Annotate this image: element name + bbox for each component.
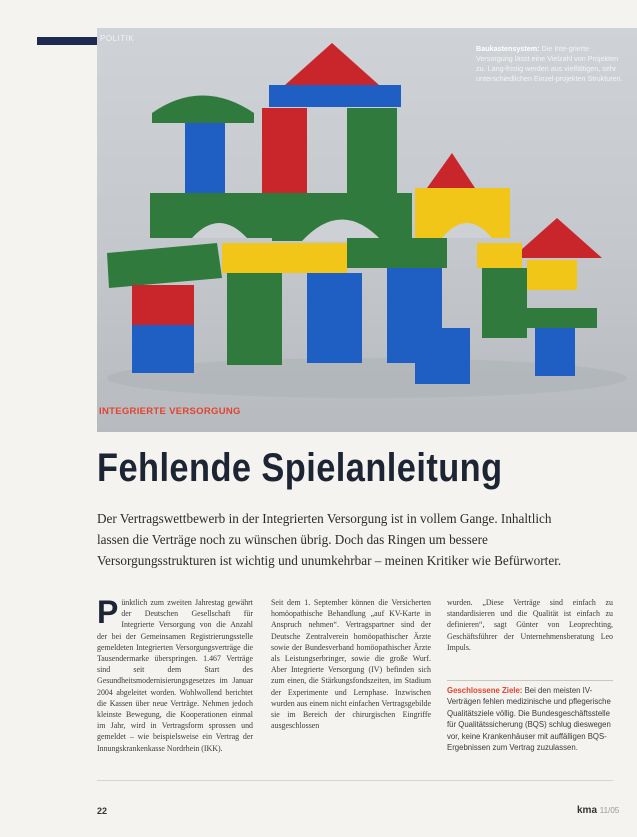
- section-color-bar: [37, 37, 97, 45]
- building-blocks-photo: [97, 28, 637, 432]
- sidebar-box: [447, 680, 613, 753]
- body-column-3: wurden. „Diese Verträge sind einfach zu standardisieren und die Qualität ist einfach zu definieren“, sagt Günter von Leoprechting, Geschäftsführer der Unternehmensberatung Leo Impuls.: [447, 598, 613, 652]
- footer-divider: [97, 780, 613, 781]
- magazine-footer: [577, 805, 619, 816]
- article-lead: Der Vertragswettbewerb in der Integrierten Versorgung ist in vollem Gange. Inhaltlich lassen die Verträge noch zu wünschen übrig. Doch das Ringen um bessere Versorgungsstrukturen ist wichtig und unumkehrbar – meinen Kritiker wie Befürworter.: [97, 511, 562, 568]
- body-column-1: [97, 594, 253, 754]
- section-label: POLITIK: [100, 34, 135, 43]
- drop-cap: P: [97, 594, 119, 630]
- sidebar-text: Bei den meisten IV-Verträgen fehlen medizinische und pflegerische Qualitätsziele völlig. Die Bundesgeschäftsstelle für Qualitätssicherung (BQS) schlug dieswegen vor, keine Krankenhäuser mit auffälligen BQS-Ergebnissen zum Vertrag zuzulassen.: [447, 686, 611, 753]
- issue-number: 11/05: [599, 806, 620, 815]
- body-column-1-text: ünktlich zum zweiten Jahrestag gewährt der Deutschen Gesellschaft für Integrierte Versorgung von die Anzahl der bei der Gemeinsamen Registrierungsstelle gemeldeten Integrierten Versorgungsverträge die Tausendermarke überspringen. 1.467 Verträge sind seit dem Start des Gesundheitsmodernisierungsgesetzes im Januar 2004 abgeleitet worden. Wohlwollend berichtet die Kassen über neue Verträge. Nehmen jedoch kleinste Bewegung, die Kooperationen einmal im Jahr, wird in Vertragsform sprossen und gemeldet – wie beispielsweise ein Vertrag der Innungskrankenkasse Nordrhein (IKK).: [97, 598, 253, 753]
- article-kicker: INTEGRIERTE VERSORGUNG: [99, 406, 241, 417]
- caption-bold: Baukastensystem:: [476, 44, 540, 53]
- building-blocks-illustration: [97, 28, 637, 432]
- sidebar-heading: Geschlossene Ziele:: [447, 686, 523, 695]
- photo-caption: [476, 44, 626, 84]
- magazine-name: kma: [577, 805, 598, 816]
- body-column-2: Seit dem 1. September können die Versicherten homöopathische Behandlung „auf KV-Karte in Anspruch nehmen“. Vertragspartner sind der Deutsche Zentralverein homöopathischer Ärzte sowie der Bundesverband homöopathischer Ärzte als Leistungserbringer, sowie die große Wurf. Aber Integrierte Versorgung (IV) befinden sich zum einen, die Stärkungsfondszeiten, im Stadium der Experimente und Lernphase. Inzwischen wurden aus einem nicht einfachen Vertragsgebilde sie im Bereich der chirurgischen Eingriffe ausgeschlossen: [271, 598, 431, 731]
- page-number: 22: [97, 806, 108, 816]
- article-headline: Fehlende Spielanleitung: [97, 446, 503, 490]
- caption-text: Die Inte-grierte Versorgung lässt eine Vielzahl von Projekten zu. Lang-fristig werden aus vielfältigen, sehr unterschiedlichen Einzel-projekten Strukturen.: [476, 44, 623, 83]
